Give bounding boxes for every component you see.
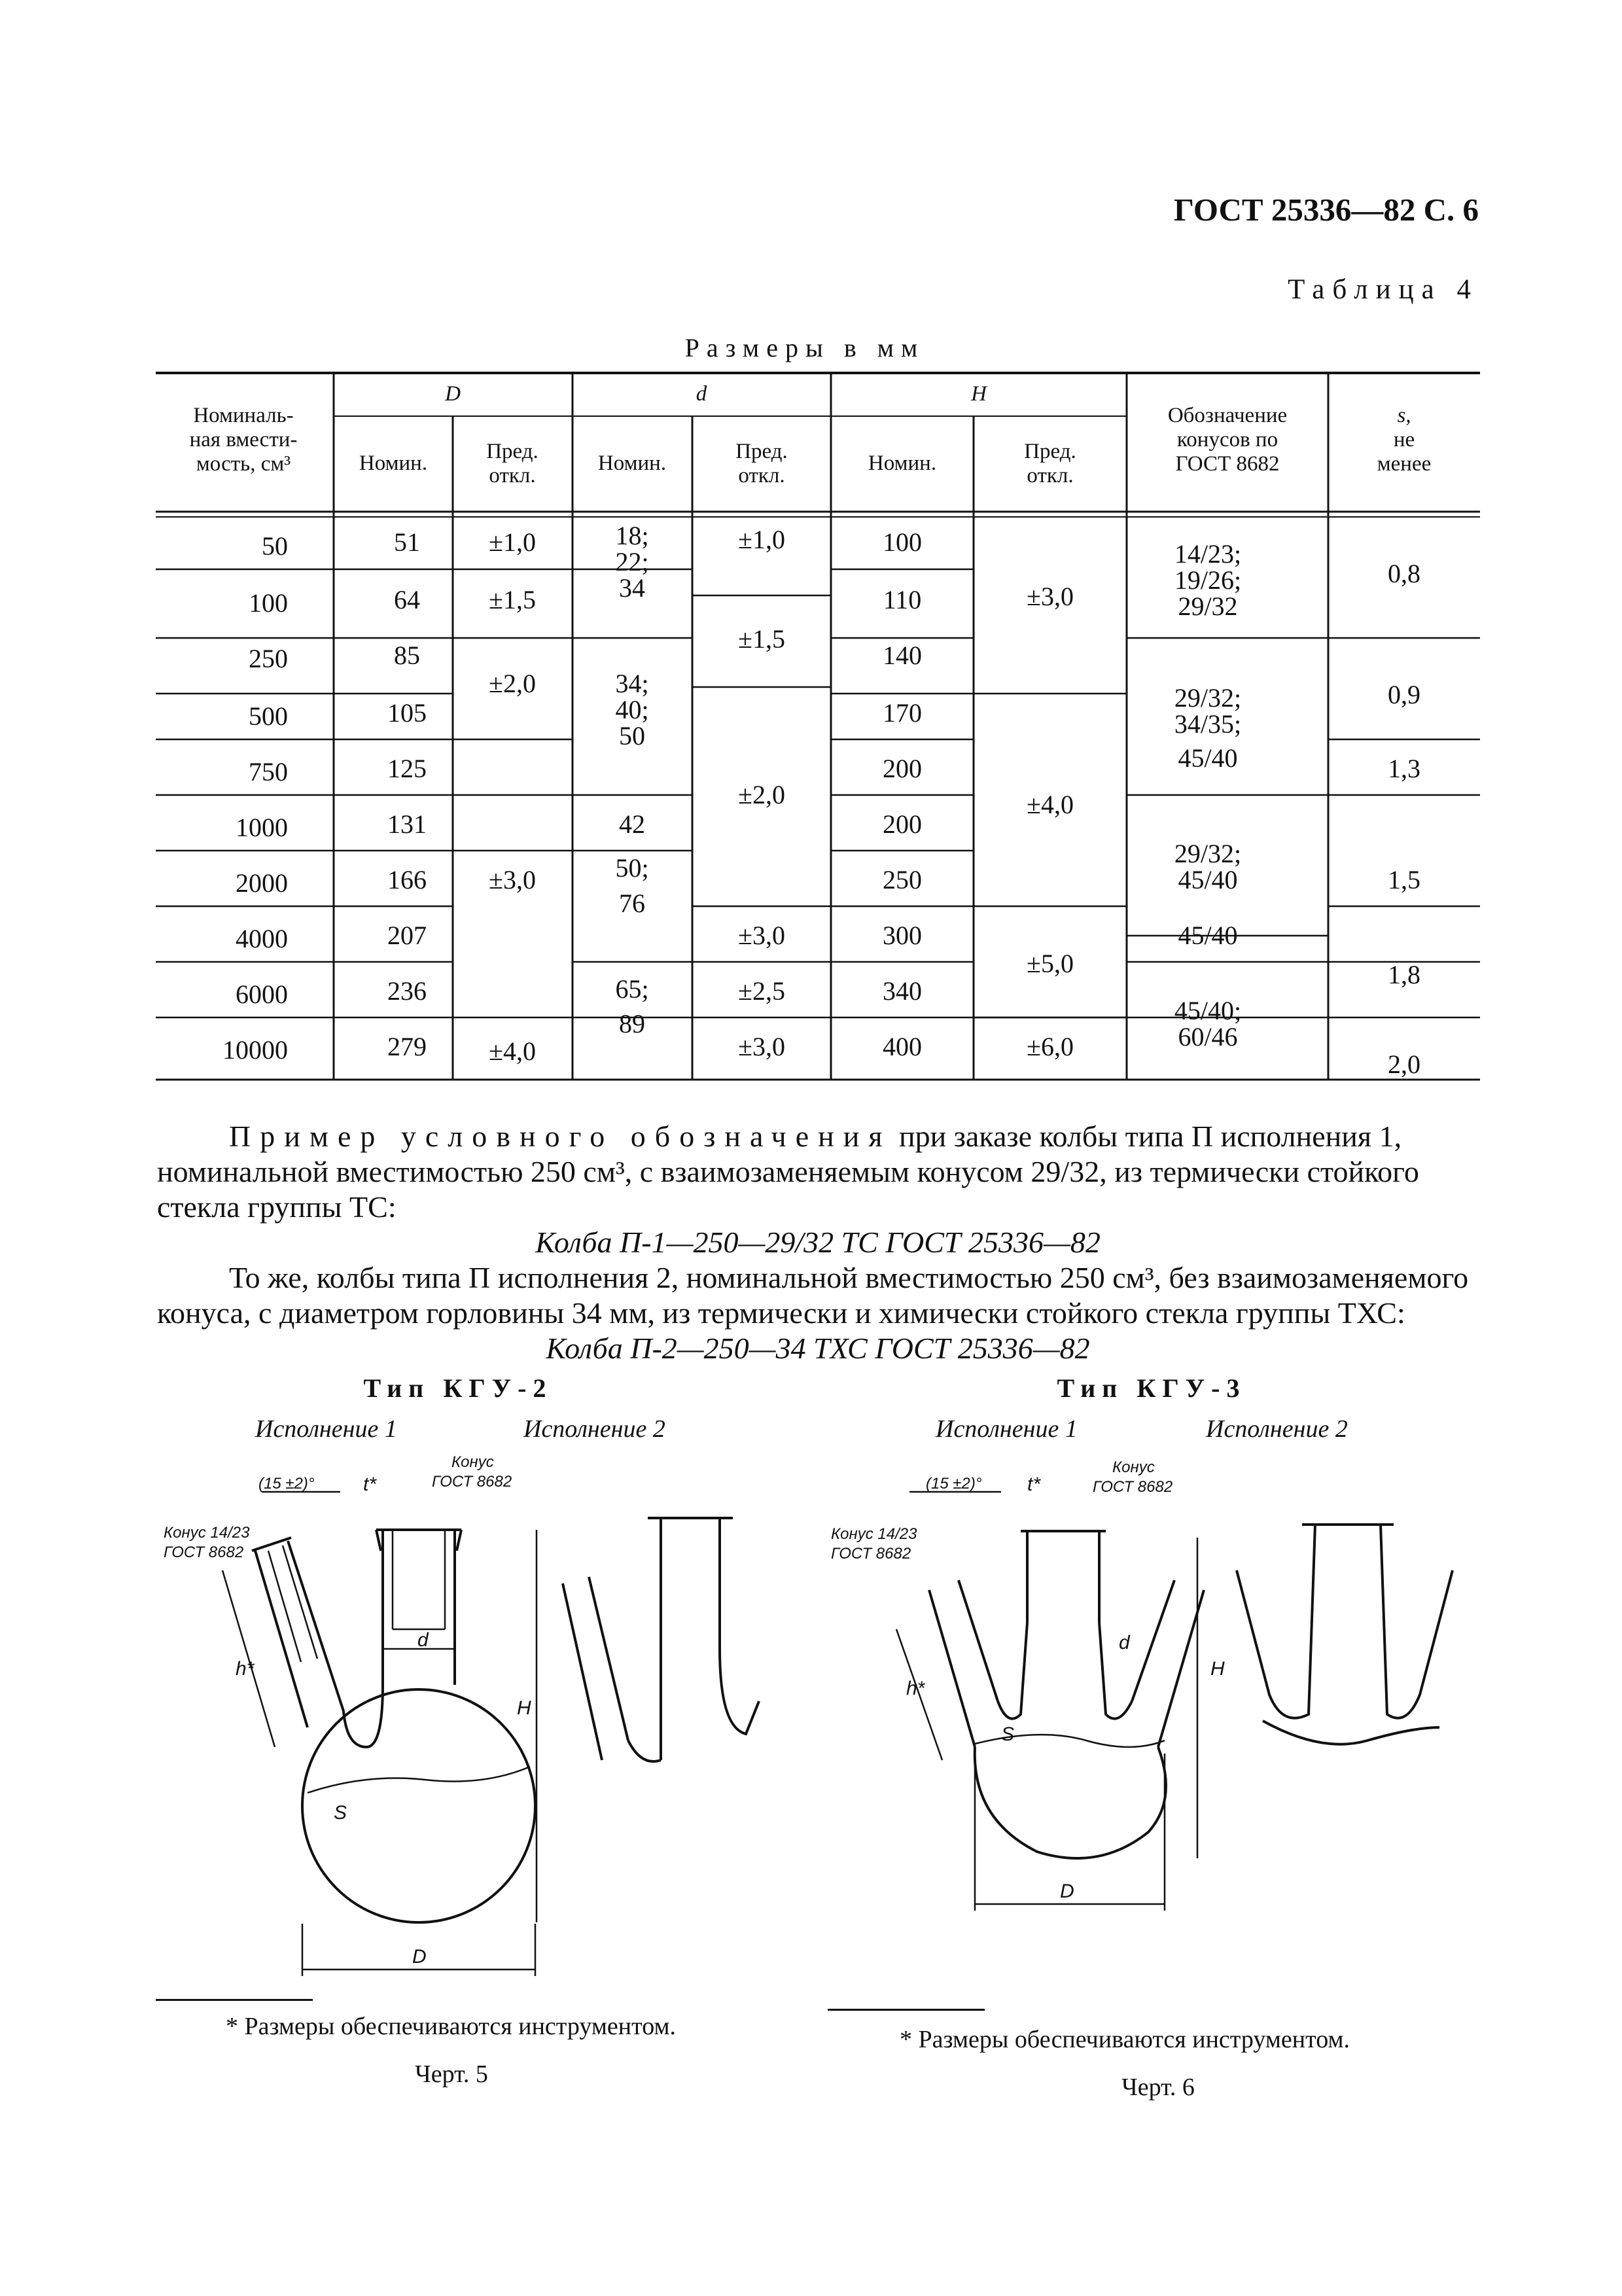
label-t: t* — [363, 1474, 377, 1495]
d-nom-cell: 50 — [619, 721, 645, 751]
s-cell: 1,8 — [1388, 960, 1420, 989]
D-dev-cell: ±2,0 — [489, 669, 536, 698]
label-D: D — [1060, 1881, 1074, 1902]
hdr-s-2: не — [1393, 428, 1415, 451]
d-dev-cell: ±3,0 — [738, 1032, 785, 1061]
d-dev-cell: ±2,0 — [738, 780, 785, 809]
hdr-cone-3: ГОСТ 8682 — [1175, 452, 1280, 476]
hdr-cone-1: Обозначение — [1167, 404, 1288, 427]
section-break — [308, 1767, 530, 1793]
H-nom-cell: 100 — [883, 527, 922, 557]
H-dev-cell: ±3,0 — [1027, 582, 1074, 611]
D-nom-cell: 51 — [394, 527, 420, 557]
D-dev-cell: ±1,0 — [489, 527, 536, 557]
label-cone-top-1: Конус — [1112, 1458, 1155, 1476]
center-neck — [383, 1530, 455, 1685]
side-arm — [255, 1541, 344, 1727]
label-s: S — [1001, 1723, 1015, 1745]
hdr-capacity-3: мость, см³ — [196, 452, 291, 476]
hdr-d-dev-2: откл. — [738, 464, 785, 487]
D-nom-cell: 236 — [387, 976, 427, 1006]
hdr-H-dev-1: Пред. — [1024, 440, 1076, 463]
D-nom-cell: 64 — [394, 585, 420, 614]
H-dev-cell: ±5,0 — [1027, 949, 1074, 978]
center-neck — [1021, 1531, 1106, 1623]
figure5-caption: Черт. 5 — [415, 2060, 488, 2088]
cone-cell: 45/40 — [1178, 921, 1238, 950]
capacity-cell: 10000 — [222, 1035, 288, 1065]
cone-cell: 60/46 — [1178, 1022, 1238, 1051]
hdr-d: d — [696, 382, 707, 406]
hdr-H-dev-2: откл. — [1027, 464, 1074, 487]
d-nom-cell: 76 — [619, 889, 645, 918]
figure5-footnote-rule — [156, 1999, 313, 2001]
d-nom-cell: 89 — [619, 1009, 645, 1038]
H-nom-cell: 250 — [883, 865, 922, 894]
center-neck-rim — [376, 1530, 461, 1551]
example-line-1 — [157, 1119, 1479, 1154]
H-nom-cell: 110 — [883, 585, 922, 614]
capacity-cell: 250 — [249, 644, 288, 673]
D-nom-cell: 166 — [387, 865, 427, 894]
d-nom-cell: 40; — [615, 695, 649, 724]
capacity-cell: 500 — [249, 701, 288, 731]
side-arm-rim — [252, 1538, 291, 1551]
d-nom-cell: 34; — [615, 669, 649, 698]
capacity-cell: 750 — [249, 757, 288, 786]
label-D: D — [412, 1946, 427, 1968]
left-u — [998, 1623, 1027, 1719]
d-nom-cell: 22; — [615, 547, 649, 576]
figure6-footnote-rule — [828, 2009, 985, 2011]
label-cone-top-2: ГОСТ 8682 — [432, 1473, 512, 1491]
cone-cell: 45/40 — [1178, 865, 1238, 894]
example-line-3: стекла группы ТС: — [157, 1190, 397, 1224]
hdr-D-dev-1: Пред. — [486, 440, 538, 463]
left-arm — [929, 1580, 998, 1747]
example-line-2: номинальной вместимостью 250 см³, с взаимозаменяемым конусом 29/32, из термически стойкого — [157, 1155, 1419, 1188]
figure6-caption: Черт. 6 — [1121, 2074, 1195, 2101]
example-designation-2: Колба П-2—250—34 ТХС ГОСТ 25336—82 — [546, 1332, 1090, 1365]
flask-variant2 — [563, 1518, 759, 1761]
d-nom-cell: 42 — [619, 809, 645, 839]
figure6-drawing — [811, 1453, 1622, 1976]
D-dev-cell: ±4,0 — [489, 1036, 536, 1066]
H-nom-cell: 200 — [883, 809, 922, 839]
figure5-variant1: Исполнение 1 — [255, 1415, 397, 1443]
cone-cell: 45/40; — [1174, 996, 1242, 1025]
cone-cell: 14/23; — [1174, 539, 1242, 569]
hdr-s-3: менее — [1377, 452, 1432, 476]
capacity-cell: 50 — [262, 531, 288, 561]
example-line-4: То же, колбы типа П исполнения 2, номинальной вместимостью 250 см³, без взаимозаменяемого — [229, 1261, 1469, 1294]
dimensions-table — [0, 0, 1622, 1112]
d-dev-cell: ±1,0 — [738, 525, 785, 554]
flask-variant2 — [1237, 1525, 1453, 1718]
H-nom-cell: 400 — [883, 1032, 922, 1061]
figure6-title: Тип КГУ-3 — [1057, 1373, 1246, 1403]
hdr-D-nom: Номин. — [359, 451, 428, 475]
flask-variant2-break — [1263, 1721, 1439, 1744]
d-nom-cell: 34 — [619, 573, 645, 603]
label-t: t* — [1027, 1474, 1041, 1495]
page-header: ГОСТ 25336—82 С. 6 — [1173, 192, 1479, 228]
D-nom-cell: 105 — [387, 698, 427, 728]
D-nom-cell: 131 — [387, 809, 427, 839]
example-lead: Пример условного обозначения — [229, 1120, 892, 1153]
example-designation-1: Колба П-1—250—29/32 ТС ГОСТ 25336—82 — [535, 1226, 1101, 1259]
label-h: h* — [906, 1678, 925, 1699]
hdr-d-nom: Номин. — [597, 451, 667, 475]
cone-cell: 29/32; — [1174, 683, 1242, 713]
table-units: Размеры в мм — [684, 333, 925, 362]
D-dev-cell: ±3,0 — [489, 865, 536, 894]
figure5-title: Тип КГУ-2 — [363, 1373, 553, 1403]
s-cell: 1,3 — [1388, 754, 1420, 783]
designation-example — [157, 1119, 1479, 1366]
d-nom-cell: 65; — [615, 974, 649, 1004]
figure5-variant2: Исполнение 2 — [523, 1415, 665, 1443]
label-cone-side-1: Конус 14/23 — [831, 1525, 917, 1543]
hdr-H-nom: Номин. — [868, 451, 937, 475]
example-line-1-rest: при заказе колбы типа П исполнения 1, — [891, 1120, 1402, 1153]
label-d: d — [417, 1629, 429, 1651]
d-nom-cell: 50; — [615, 853, 649, 883]
side-cone — [268, 1545, 317, 1662]
hdr-H: H — [971, 382, 987, 406]
label-cone-side-2: ГОСТ 8682 — [831, 1545, 911, 1563]
hdr-s-1: s, — [1397, 404, 1411, 427]
hdr-cone-2: конусов по — [1176, 428, 1278, 451]
capacity-cell: 1000 — [236, 813, 288, 842]
example-line-5: конуса, с диаметром горловины 34 мм, из термически и химически стойкого стекла группы ТХС: — [157, 1296, 1405, 1330]
H-nom-cell: 200 — [883, 754, 922, 783]
H-nom-cell: 140 — [883, 641, 922, 670]
s-cell: 2,0 — [1388, 1050, 1420, 1079]
capacity-cell: 6000 — [236, 980, 288, 1009]
D-dev-cell: ±1,5 — [489, 585, 536, 614]
right-arm — [1132, 1580, 1204, 1747]
capacity-cell: 2000 — [236, 868, 288, 898]
figure5-footnote: * Размеры обеспечиваются инструментом. — [226, 2013, 677, 2040]
figure6-variant1: Исполнение 1 — [936, 1415, 1078, 1443]
label-H: H — [1210, 1658, 1225, 1680]
d-dev-cell: ±3,0 — [738, 921, 785, 950]
s-cell: 1,5 — [1388, 865, 1420, 894]
s-cell: 0,8 — [1388, 559, 1420, 588]
H-nom-cell: 170 — [883, 698, 922, 728]
label-cone-top-2: ГОСТ 8682 — [1093, 1478, 1173, 1496]
hdr-d-dev-1: Пред. — [735, 440, 788, 463]
cone-cell: 45/40 — [1178, 743, 1238, 773]
capacity-cell: 100 — [249, 588, 288, 618]
hdr-D: D — [445, 382, 461, 406]
u-joint — [344, 1685, 383, 1747]
label-cone-top-1: Конус — [451, 1453, 494, 1471]
figure5-drawing — [0, 1453, 811, 1989]
hdr-capacity-1: Номиналь- — [193, 404, 294, 427]
cone-cell: 29/32 — [1178, 592, 1238, 621]
label-d: d — [1119, 1632, 1130, 1653]
s-cell: 0,9 — [1388, 680, 1420, 709]
D-nom-cell: 85 — [394, 641, 420, 670]
d-dev-cell: ±1,5 — [738, 624, 785, 654]
D-nom-cell: 125 — [387, 754, 427, 783]
D-nom-cell: 207 — [387, 921, 427, 950]
flask-bulb — [975, 1747, 1166, 1858]
label-s: S — [334, 1802, 347, 1824]
H-dev-cell: ±4,0 — [1027, 790, 1074, 819]
cone-cell: 29/32; — [1174, 839, 1242, 868]
H-nom-cell: 340 — [883, 976, 922, 1006]
cone-cell: 19/26; — [1174, 565, 1242, 595]
figure6-footnote: * Размеры обеспечиваются инструментом. — [900, 2026, 1350, 2053]
label-cone-side-1: Конус 14/23 — [164, 1524, 250, 1542]
label-angle: (15 ±2)° — [258, 1475, 315, 1492]
H-nom-cell: 300 — [883, 921, 922, 950]
label-H: H — [517, 1697, 531, 1719]
table-number: Таблица 4 — [1288, 274, 1479, 305]
H-dev-cell: ±6,0 — [1027, 1032, 1074, 1061]
center-cone — [393, 1530, 445, 1629]
d-dev-cell: ±2,5 — [738, 976, 785, 1006]
capacity-cell: 4000 — [236, 924, 288, 953]
label-h: h* — [236, 1658, 255, 1680]
hdr-capacity-2: ная вмести- — [189, 428, 298, 451]
label-angle: (15 ±2)° — [926, 1475, 982, 1492]
d-nom-cell: 18; — [615, 521, 649, 550]
figure6-variant2: Исполнение 2 — [1206, 1415, 1348, 1443]
D-nom-cell: 279 — [387, 1032, 427, 1061]
cone-cell: 34/35; — [1174, 709, 1242, 739]
hdr-D-dev-2: откл. — [489, 464, 536, 487]
label-cone-side-2: ГОСТ 8682 — [164, 1544, 244, 1561]
